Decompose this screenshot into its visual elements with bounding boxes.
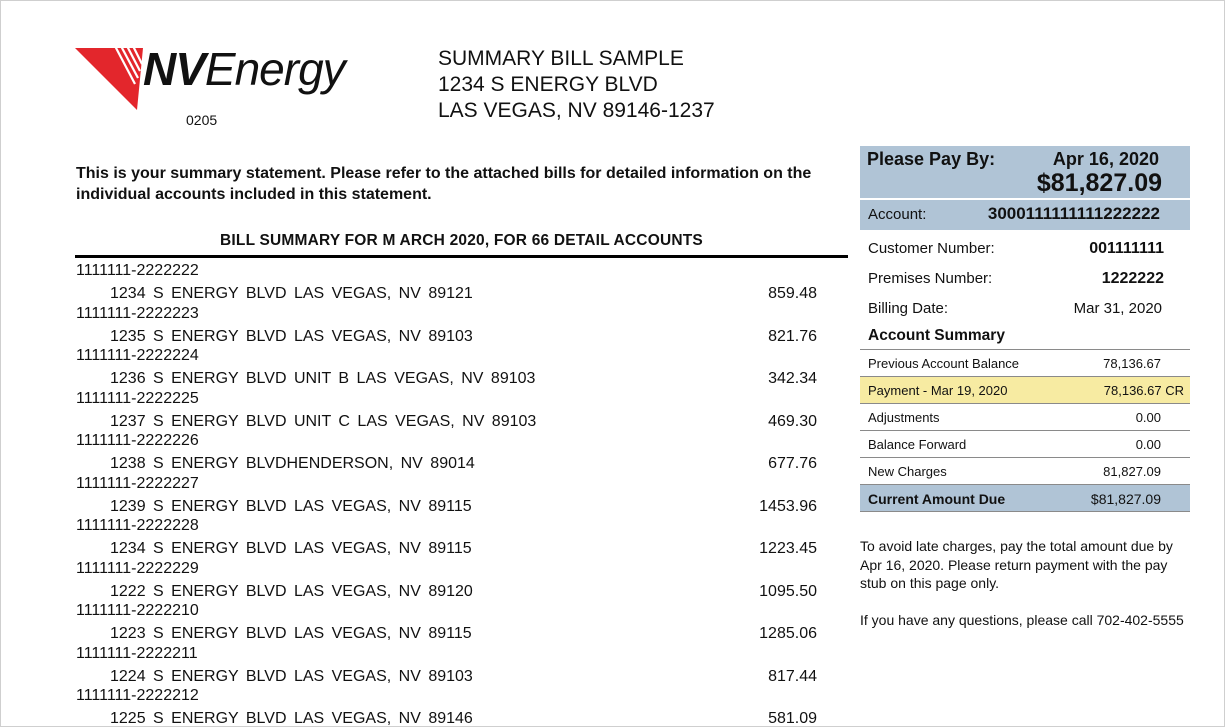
row-label: Balance Forward (868, 437, 967, 452)
account-number: 1111111-2222227 (76, 474, 199, 492)
account-address: 1237 S ENERGY BLVD UNIT C LAS VEGAS, NV 89103 (110, 412, 537, 430)
payment-notes (860, 537, 1190, 647)
row-label: New Charges (868, 464, 947, 479)
account-address: 1225 S ENERGY BLVD LAS VEGAS, NV 89146 (110, 710, 473, 727)
account-address: 1224 S ENERGY BLVD LAS VEGAS, NV 89103 (110, 667, 473, 685)
account-list (76, 262, 821, 727)
logo-code: 0205 (186, 112, 218, 128)
account-number: 1111111-2222212 (76, 687, 199, 704)
address-line-2: 1234 S ENERGY BLVD (438, 73, 658, 96)
account-value: 3000111111111222222 (987, 204, 1160, 223)
account-number: 1111111-2222225 (76, 389, 199, 407)
list-item (76, 305, 821, 348)
account-amount: 342.34 (768, 370, 817, 387)
row-value: 0.00 (1135, 410, 1161, 425)
table-row (860, 349, 1190, 376)
address-line-1: SUMMARY BILL SAMPLE (438, 47, 684, 70)
table-row (860, 430, 1190, 457)
pay-amount: $81,827.09 (1036, 169, 1162, 197)
premises-number-label: Premises Number: (868, 270, 993, 287)
intro-text: This is your summary statement. Please refer to the attached bills for detailed information on the individual accounts included in this statement. (76, 165, 812, 203)
row-value: 78,136.67 (1103, 356, 1161, 371)
list-item (76, 602, 821, 645)
table-row (860, 376, 1190, 403)
list-item (76, 517, 821, 560)
logo-nv: NV (143, 43, 205, 95)
table-row (860, 403, 1190, 430)
late-charges-note: To avoid late charges, pay the total amount due by Apr 16, 2020. Please return payment with the pay stub on this page only. (860, 538, 1173, 591)
pay-box-divider (860, 198, 1190, 200)
account-amount: 1095.50 (759, 582, 817, 600)
billing-date-row (868, 300, 1164, 322)
customer-number-label: Customer Number: (868, 240, 995, 257)
account-number: 1111111-2222223 (76, 304, 199, 322)
account-number: 1111111-2222211 (76, 644, 198, 662)
account-number: 1111111-2222228 (76, 517, 199, 534)
account-amount: 581.09 (768, 710, 817, 727)
account-address: 1238 S ENERGY BLVDHENDERSON, NV 89014 (110, 455, 475, 472)
list-item (76, 390, 821, 433)
row-value: 0.00 (1135, 437, 1161, 452)
pay-by-date: Apr 16, 2020 (1052, 149, 1159, 169)
account-amount: 469.30 (768, 412, 817, 430)
account-amount: 1285.06 (759, 625, 817, 642)
list-item (76, 262, 821, 305)
account-label: Account: (868, 206, 927, 223)
account-summary-table (860, 349, 1190, 512)
customer-number-value: 001111111 (1089, 240, 1164, 257)
list-item (76, 687, 821, 727)
nv-energy-logo (75, 44, 365, 114)
questions-note: If you have any questions, please call 702-402-5555 (860, 611, 1184, 628)
billing-date-label: Billing Date: (868, 300, 949, 317)
account-number: 1111111-2222224 (76, 347, 199, 364)
account-address: 1236 S ENERGY BLVD UNIT B LAS VEGAS, NV 89103 (110, 370, 536, 387)
summary-divider (75, 255, 848, 258)
row-label: Payment - Mar 19, 2020 (868, 383, 1008, 398)
customer-number-row (868, 240, 1164, 262)
row-label: Previous Account Balance (868, 356, 1020, 371)
logo-wordmark (143, 44, 345, 94)
due-value: $81,827.09 (1090, 491, 1161, 507)
logo-energy: Energy (204, 43, 345, 95)
table-row (860, 457, 1190, 484)
summary-title: BILL SUMMARY FOR M ARCH 2020, FOR 66 DETAIL ACCOUNTS (220, 232, 703, 249)
row-value: 78,136.67 CR (1103, 383, 1184, 398)
account-amount: 677.76 (768, 455, 817, 472)
row-label: Adjustments (868, 410, 940, 425)
account-address: 1235 S ENERGY BLVD LAS VEGAS, NV 89103 (110, 327, 473, 345)
account-number: 1111111-2222229 (76, 559, 199, 577)
account-address: 1234 S ENERGY BLVD LAS VEGAS, NV 89115 (110, 540, 472, 557)
account-address: 1234 S ENERGY BLVD LAS VEGAS, NV 89121 (110, 285, 473, 302)
current-amount-due-row (860, 484, 1190, 512)
billing-date-value: Mar 31, 2020 (1073, 300, 1162, 317)
premises-number-row (868, 270, 1164, 292)
account-summary-title: Account Summary (868, 327, 1005, 344)
list-item (76, 432, 821, 475)
account-amount: 821.76 (768, 327, 817, 345)
account-amount: 1453.96 (759, 497, 817, 515)
account-amount: 859.48 (768, 285, 817, 302)
account-address: 1223 S ENERGY BLVD LAS VEGAS, NV 89115 (110, 625, 472, 642)
premises-number-value: 1222222 (1101, 270, 1164, 287)
logo-mark-icon (75, 44, 145, 112)
account-number: 1111111-2222210 (76, 602, 199, 619)
list-item (76, 347, 821, 390)
list-item (76, 475, 821, 518)
list-item (76, 560, 821, 603)
row-value: 81,827.09 (1103, 464, 1161, 479)
pay-by-label: Please Pay By: (867, 149, 996, 169)
account-number: 1111111-2222222 (76, 262, 199, 279)
account-address: 1222 S ENERGY BLVD LAS VEGAS, NV 89120 (110, 582, 473, 600)
account-amount: 817.44 (768, 667, 817, 685)
address-line-3: LAS VEGAS, NV 89146-1237 (438, 99, 715, 122)
list-item (76, 645, 821, 688)
account-address: 1239 S ENERGY BLVD LAS VEGAS, NV 89115 (110, 497, 472, 515)
account-number: 1111111-2222226 (76, 432, 199, 449)
due-label: Current Amount Due (868, 491, 1006, 507)
account-amount: 1223.45 (759, 540, 817, 557)
bill-address-block (438, 46, 715, 124)
pay-by-box (860, 146, 1190, 230)
